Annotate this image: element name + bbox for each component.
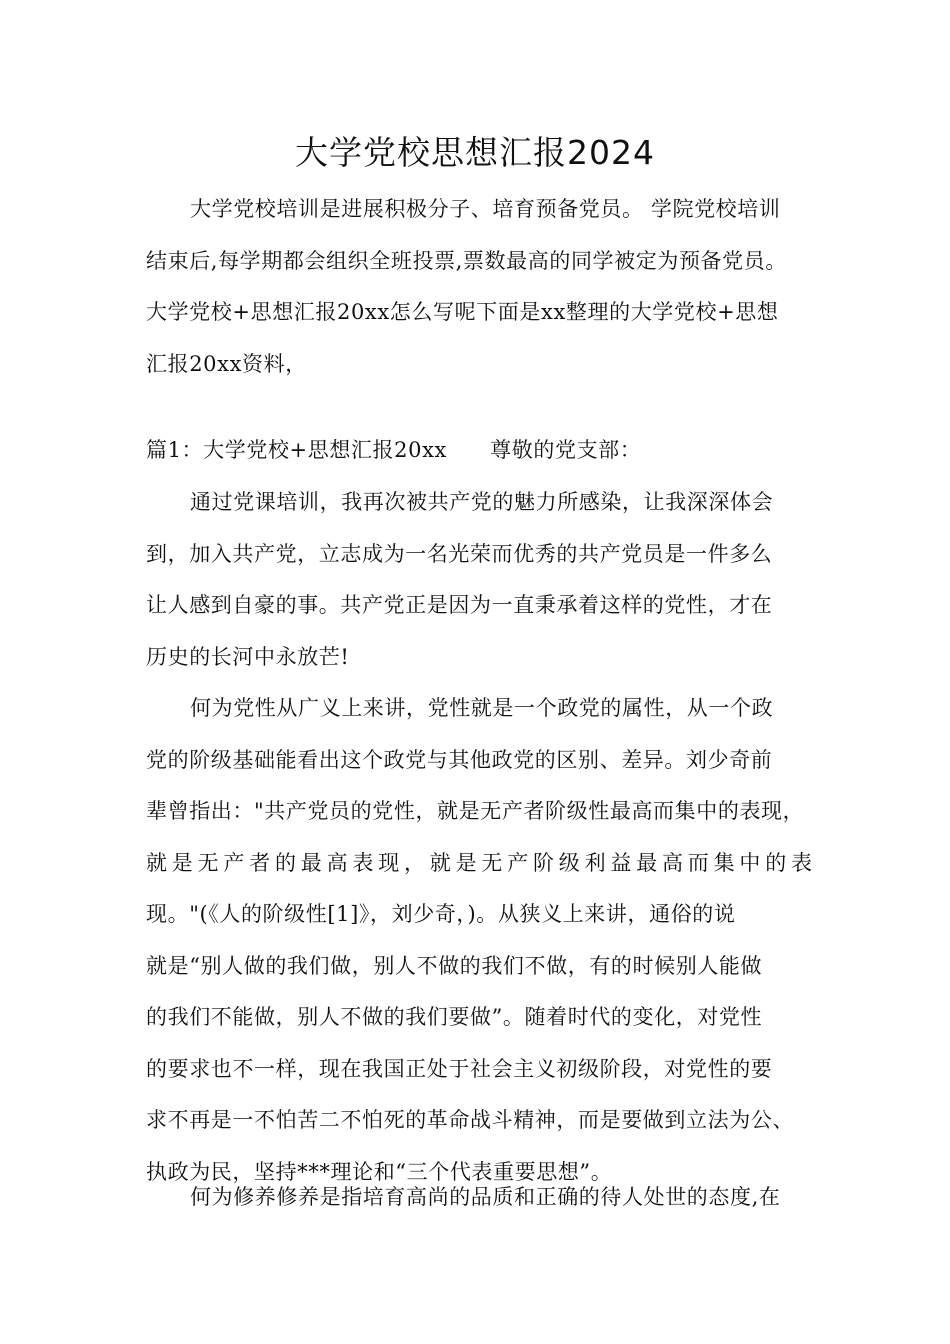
intro-line: 大学党校+思想汇报20xx怎么写呢下面是xx整理的大学党校+思想 — [146, 300, 779, 324]
paragraph-line: 求不再是一不怕苦二不怕死的革命战斗精神，而是要做到立法为公、 — [146, 1108, 794, 1132]
intro-line: 结束后,每学期都会组织全班投票,票数最高的同学被定为预备党员。 — [146, 248, 787, 273]
paragraph-line: 何为党性从广义上来讲，党性就是一个政党的属性，从一个政 — [190, 696, 774, 720]
body-paragraph-3 — [146, 1172, 836, 1224]
section-heading-line: 篇1：大学党校+思想汇报20xx 尊敬的党支部： — [146, 438, 642, 462]
paragraph-line: 何为修养修养是指培育高尚的品质和正确的待人处世的态度,在 — [190, 1185, 781, 1209]
paragraph-line: 现。"(《人的阶级性[1]》，刘少奇，)。从狭义上来讲，通俗的说 — [146, 902, 736, 926]
document-title: 大学党校思想汇报2024 — [295, 133, 655, 172]
intro-line: 大学党校培训是进展积极分子、培育预备党员。 学院党校培训 — [190, 197, 781, 221]
intro-line: 汇报20xx资料， — [146, 351, 307, 376]
paragraph-line: 的我们不能做，别人不做的我们要做”。随着时代的变化，对党性 — [146, 1005, 763, 1029]
paragraph-line: 通过党课培训，我再次被共产党的魅力所感染，让我深深体会 — [190, 490, 774, 514]
body-paragraph-2 — [146, 683, 836, 1198]
paragraph-line: 历史的长河中永放芒! — [146, 644, 350, 669]
section-heading — [146, 425, 836, 477]
paragraph-line: 就是无产者的最高表现，就是无产阶级利益最高而集中的表 — [146, 850, 817, 875]
paragraph-line: 到，加入共产党，立志成为一名光荣而优秀的共产党员是一件多么 — [146, 541, 773, 566]
paragraph-line: 就是“别人做的我们做，别人不做的我们不做，有的时候别人能做 — [146, 953, 763, 978]
intro-paragraph — [146, 184, 836, 390]
paragraph-line: 的要求也不一样，现在我国正处于社会主义初级阶段，对党性的要 — [146, 1056, 773, 1081]
paragraph-line: 让人感到自豪的事。共产党正是因为一直秉承着这样的党性，才在 — [146, 593, 773, 617]
body-paragraph-1 — [146, 477, 836, 683]
paragraph-line: 执政为民，坚持***理论和“三个代表重要思想”。 — [146, 1159, 613, 1184]
paragraph-line: 辈曾指出："共产党员的党性，就是无产者阶级性最高而集中的表现， — [146, 799, 805, 823]
paragraph-line: 党的阶级基础能看出这个政党与其他政党的区别、差异。刘少奇前 — [146, 747, 773, 772]
